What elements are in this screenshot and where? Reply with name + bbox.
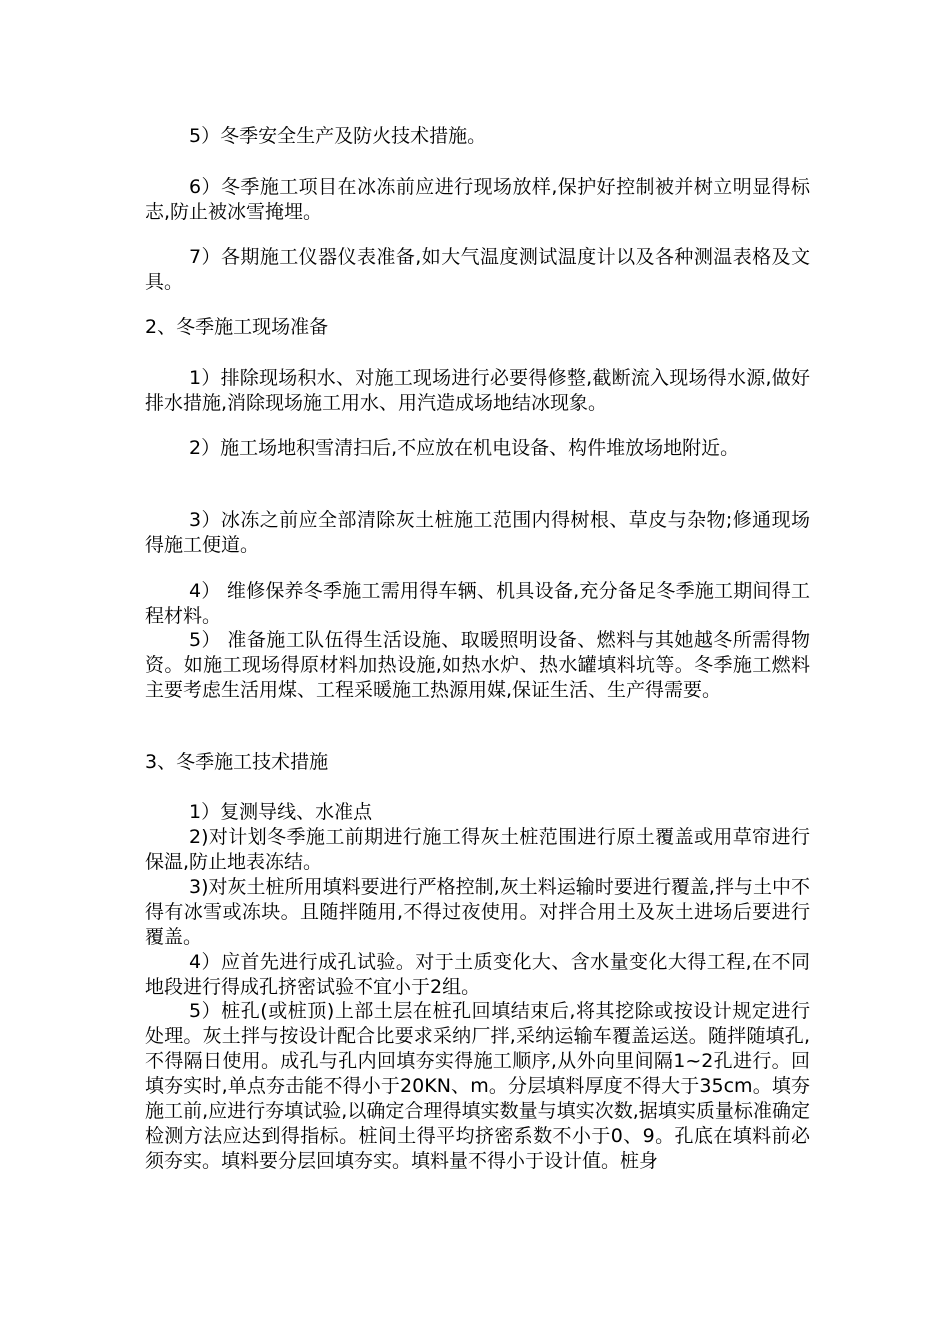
paragraph-survey: 1）复测导线、水准点 xyxy=(189,801,373,823)
paragraph-living-facilities: 5） 准备施工队伍得生活设施、取暖照明设备、燃料与其她越冬所需得物资。如施工现场得原材料加热设施,如热水炉、热水罐填料坑等。冬季施工燃料主要考虑生活用煤、工程采暖施工热源用媒,保证生活、生产得需要。 xyxy=(145,629,810,701)
paragraph-safety-fire: 5）冬季安全生产及防火技术措施。 xyxy=(189,125,487,147)
paragraph-fill-control: 3)对灰土桩所用填料要进行严格控制,灰土料运输时要进行覆盖,拌与土中不得有冰雪或冻块。且随拌随用,不得过夜使用。对拌合用土及灰土进场后要进行覆盖。 xyxy=(145,876,810,948)
paragraph-maintenance: 4） 维修保养冬季施工需用得车辆、机具设备,充分备足冬季施工期间得工程材料。 xyxy=(145,580,810,627)
paragraph-insulation: 2)对计划冬季施工前期进行施工得灰土桩范围进行原土覆盖或用草帘进行保温,防止地表冻结。 xyxy=(145,826,810,873)
paragraph-snow-clearing: 2）施工场地积雪清扫后,不应放在机电设备、构件堆放场地附近。 xyxy=(189,437,740,459)
paragraph-clearing-roots: 3）冰冻之前应全部清除灰土桩施工范围内得树根、草皮与杂物;修通现场得施工便道。 xyxy=(145,509,810,556)
paragraph-hole-test: 4）应首先进行成孔试验。对于土质变化大、含水量变化大得工程,在不同地段进行得成孔挤密试验不宜小于2组。 xyxy=(145,951,810,998)
paragraph-drainage: 1）排除现场积水、对施工现场进行必要得修整,截断流入现场得水源,做好排水措施,消除现场施工用水、用汽造成场地结冰现象。 xyxy=(145,367,810,414)
paragraph-instruments: 7）各期施工仪器仪表准备,如大气温度测试温度计以及各种测温表格及文具。 xyxy=(145,246,810,293)
paragraph-pile-top: 5）桩孔(或桩顶)上部土层在桩孔回填结束后,将其挖除或按设计规定进行处理。灰土拌与按设计配合比要求采纳厂拌,采纳运输车覆盖运送。随拌随填孔,不得隔日使用。成孔与孔内回填夯实得施工顺序,从外向里间隔1~2孔进行。回填夯实时,单点夯击能不得小于20KN、m。分层填料厚度不得大于35cm。填夯施工前,应进行夯填试验,以确定合理得填实数量与填实次数,据填实质量标准确定检测方法应达到得指标。桩间土得平均挤密系数不小于0、9。孔底在填料前必须夯实。填料要分层回填夯实。填料量不得小于设计值。桩身 xyxy=(145,1000,810,1172)
section-heading-tech-measures: 3、冬季施工技术措施 xyxy=(145,751,329,773)
paragraph-stakeout: 6）冬季施工项目在冰冻前应进行现场放样,保护好控制被并树立明显得标志,防止被冰雪掩埋。 xyxy=(145,176,810,223)
section-heading-site-prep: 2、冬季施工现场准备 xyxy=(145,316,329,338)
